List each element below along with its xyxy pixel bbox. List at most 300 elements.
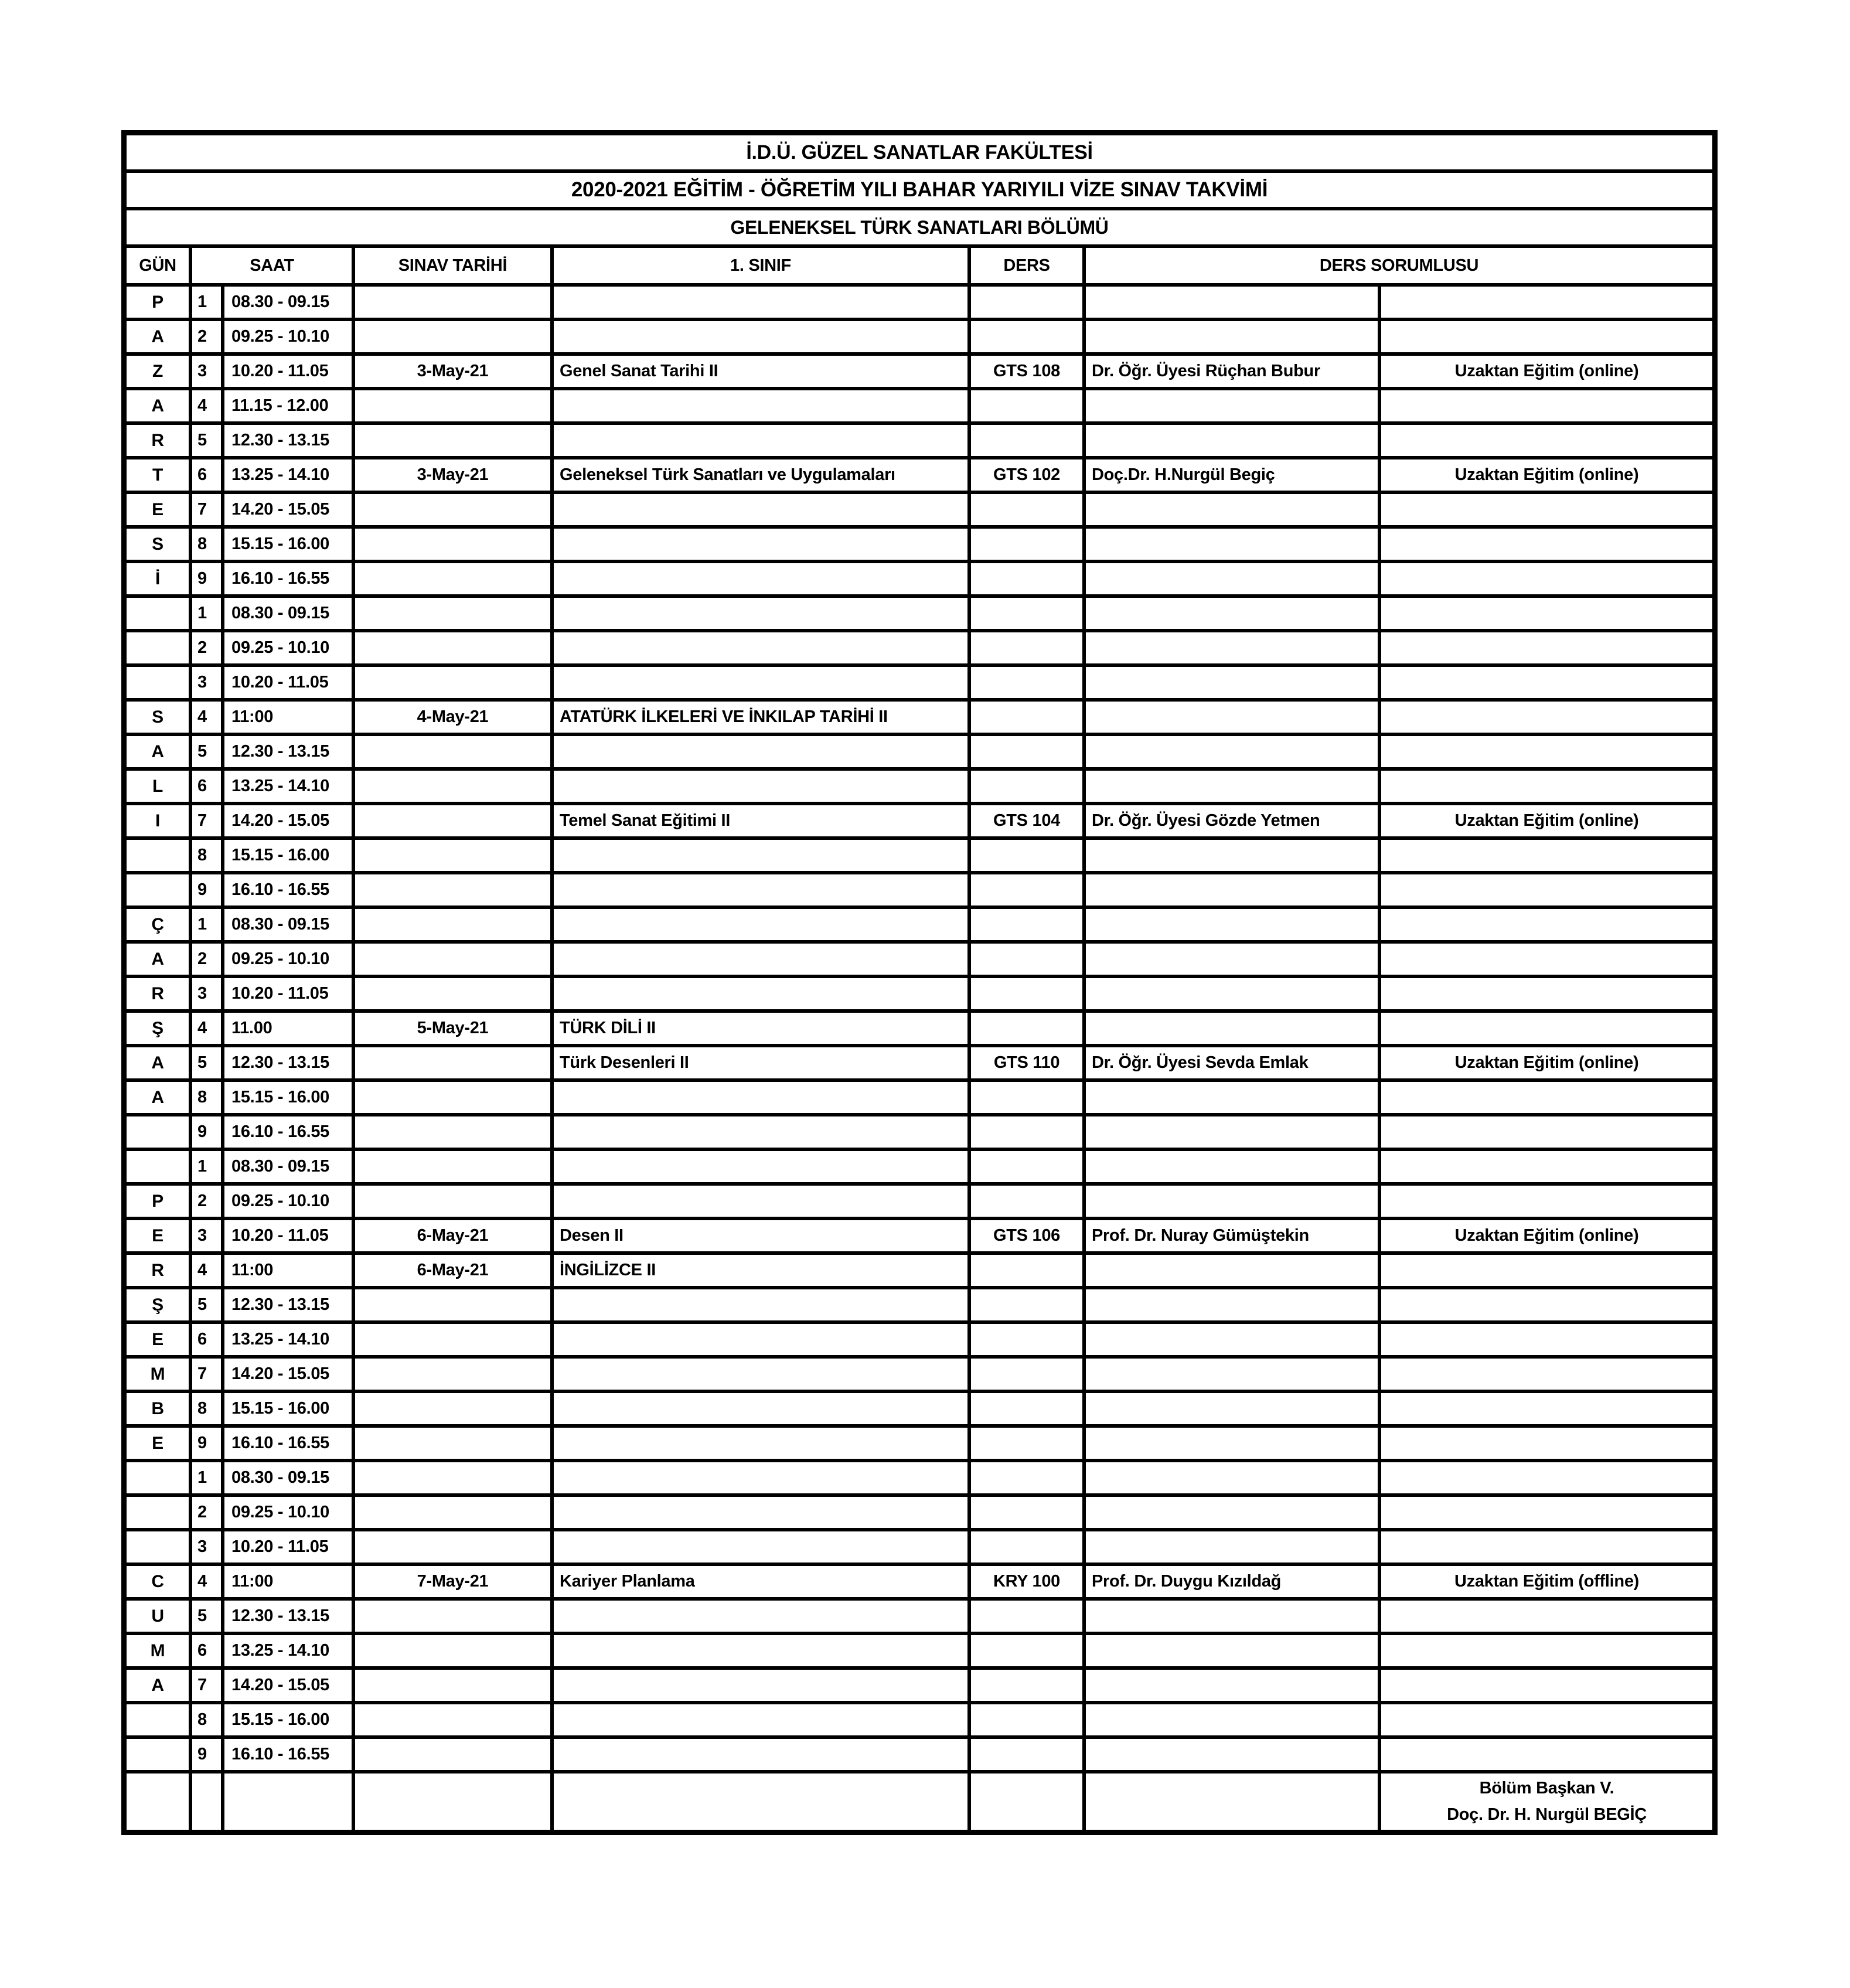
cell-course-code [971, 1704, 1082, 1735]
cell-instructor-name [1086, 390, 1378, 421]
cell-instructor-name [1086, 1393, 1378, 1424]
cell-course-code [971, 598, 1082, 629]
cell-course-name [554, 1670, 967, 1701]
cell-exam-location [1381, 1428, 1712, 1459]
cell-exam-date [355, 909, 550, 940]
cell-day-letter: Ş [127, 1289, 189, 1320]
cell-exam-location [1381, 1739, 1712, 1770]
cell-exam-location [1381, 1082, 1712, 1113]
cell-course-name [554, 425, 967, 456]
col-header-ders: DERS [971, 248, 1082, 283]
cell-exam-location [1381, 425, 1712, 456]
cell-instructor-name [1086, 1704, 1378, 1735]
cell-course-name [554, 909, 967, 940]
cell-course-code: GTS 106 [971, 1220, 1082, 1251]
cell-course-name: Genel Sanat Tarihi II [554, 356, 967, 387]
cell-exam-date [355, 321, 550, 352]
cell-period-number: 1 [192, 1462, 221, 1493]
cell-exam-date [355, 1601, 550, 1632]
cell-time-range: 13.25 - 14.10 [224, 1635, 352, 1666]
cell-period-number: 6 [192, 1324, 221, 1355]
cell-day-letter [127, 598, 189, 629]
cell-day-letter: A [127, 1670, 189, 1701]
cell-course-name [554, 1739, 967, 1770]
cell-period-number: 9 [192, 874, 221, 906]
cell-course-name [554, 736, 967, 767]
cell-exam-date [355, 563, 550, 594]
cell-course-code [971, 1359, 1082, 1390]
cell-period-number: 3 [192, 978, 221, 1009]
cell-exam-date [355, 287, 550, 318]
cell-time-range: 12.30 - 13.15 [224, 736, 352, 767]
cell-exam-date [355, 1670, 550, 1701]
cell-instructor-name [1086, 702, 1378, 733]
cell-instructor-name [1086, 1289, 1378, 1320]
cell-instructor-name [1086, 874, 1378, 906]
cell-time-range: 10.20 - 11.05 [224, 1220, 352, 1251]
cell-time-range: 10.20 - 11.05 [224, 356, 352, 387]
cell-time-range: 15.15 - 16.00 [224, 1704, 352, 1735]
cell-course-code [971, 978, 1082, 1009]
cell-time-range: 15.15 - 16.00 [224, 1393, 352, 1424]
cell-instructor-name [1086, 1116, 1378, 1148]
cell-exam-location [1381, 598, 1712, 629]
cell-exam-location [1381, 1635, 1712, 1666]
cell-period-number: 3 [192, 667, 221, 698]
cell-exam-date [355, 1151, 550, 1182]
cell-time-range: 11.00 [224, 1013, 352, 1044]
cell-course-name [554, 494, 967, 525]
col-header-sinav-tarihi: SINAV TARİHİ [355, 248, 550, 283]
cell-exam-location [1381, 1531, 1712, 1563]
cell-course-code [971, 1670, 1082, 1701]
cell-day-letter: U [127, 1601, 189, 1632]
cell-time-range: 09.25 - 10.10 [224, 1497, 352, 1528]
cell-period-number: 7 [192, 805, 221, 836]
cell-time-range: 13.25 - 14.10 [224, 1324, 352, 1355]
cell-period-number: 6 [192, 459, 221, 491]
cell-exam-location: Uzaktan Eğitim (online) [1381, 805, 1712, 836]
cell-period-number: 2 [192, 321, 221, 352]
cell-period-number: 1 [192, 909, 221, 940]
cell-course-code: GTS 102 [971, 459, 1082, 491]
cell-day-letter: Ç [127, 909, 189, 940]
title-calendar: 2020-2021 EĞİTİM - ÖĞRETİM YILI BAHAR YARIYILI VİZE SINAV TAKVİMİ [127, 173, 1712, 207]
cell-time-range: 09.25 - 10.10 [224, 1186, 352, 1217]
cell-course-code [971, 1082, 1082, 1113]
cell-instructor-name [1086, 944, 1378, 975]
cell-exam-location [1381, 287, 1712, 318]
cell-exam-date [355, 390, 550, 421]
cell-exam-location: Uzaktan Eğitim (online) [1381, 1047, 1712, 1078]
cell-period-number: 9 [192, 1739, 221, 1770]
cell-exam-date [355, 1047, 550, 1078]
cell-course-code [971, 702, 1082, 733]
col-header-saat: SAAT [192, 248, 352, 283]
cell-day-letter [127, 1531, 189, 1563]
cell-course-name [554, 1324, 967, 1355]
cell-period-number: 6 [192, 771, 221, 802]
cell-instructor-name [1086, 1324, 1378, 1355]
cell-course-name [554, 1497, 967, 1528]
cell-exam-location [1381, 1289, 1712, 1320]
cell-course-code: GTS 110 [971, 1047, 1082, 1078]
cell-course-code [971, 390, 1082, 421]
cell-day-letter: A [127, 321, 189, 352]
cell-course-name [554, 287, 967, 318]
cell-time-range: 16.10 - 16.55 [224, 563, 352, 594]
cell-period-number: 1 [192, 1151, 221, 1182]
cell-exam-date [355, 1739, 550, 1770]
cell-time-range: 09.25 - 10.10 [224, 321, 352, 352]
cell-exam-location [1381, 1324, 1712, 1355]
cell-course-name: İNGİLİZCE II [554, 1255, 967, 1286]
cell-time-range: 12.30 - 13.15 [224, 1047, 352, 1078]
cell-day-letter: E [127, 494, 189, 525]
cell-period-number: 5 [192, 425, 221, 456]
cell-exam-date [355, 1462, 550, 1493]
cell-instructor-name [1086, 1428, 1378, 1459]
cell-day-letter: R [127, 978, 189, 1009]
cell-course-code [971, 771, 1082, 802]
cell-day-letter: A [127, 390, 189, 421]
cell-exam-date [355, 1186, 550, 1217]
cell-period-number: 1 [192, 598, 221, 629]
cell-day-letter: M [127, 1635, 189, 1666]
cell-exam-date [355, 1531, 550, 1563]
cell-instructor-name [1086, 494, 1378, 525]
cell-day-letter: B [127, 1393, 189, 1424]
cell-course-name: Türk Desenleri II [554, 1047, 967, 1078]
cell-period-number: 3 [192, 1531, 221, 1563]
cell-instructor-name [1086, 598, 1378, 629]
cell-time-range: 11.15 - 12.00 [224, 390, 352, 421]
cell-instructor-name [1086, 1670, 1378, 1701]
cell-exam-location [1381, 909, 1712, 940]
cell-period-number: 3 [192, 1220, 221, 1251]
cell-exam-location [1381, 321, 1712, 352]
cell-time-range: 10.20 - 11.05 [224, 667, 352, 698]
cell-exam-date [355, 978, 550, 1009]
cell-instructor-name [1086, 287, 1378, 318]
footer-cell-instructor [1086, 1773, 1378, 1830]
cell-time-range: 16.10 - 16.55 [224, 1428, 352, 1459]
cell-course-name [554, 1289, 967, 1320]
cell-exam-location [1381, 771, 1712, 802]
cell-period-number: 9 [192, 1428, 221, 1459]
cell-exam-location: Uzaktan Eğitim (offline) [1381, 1566, 1712, 1597]
cell-instructor-name [1086, 529, 1378, 560]
cell-period-number: 4 [192, 390, 221, 421]
cell-day-letter: P [127, 1186, 189, 1217]
cell-period-number: 5 [192, 1047, 221, 1078]
cell-exam-location [1381, 1601, 1712, 1632]
cell-time-range: 09.25 - 10.10 [224, 944, 352, 975]
cell-day-letter: A [127, 1047, 189, 1078]
cell-course-code [971, 909, 1082, 940]
cell-exam-date [355, 1428, 550, 1459]
cell-exam-location: Uzaktan Eğitim (online) [1381, 1220, 1712, 1251]
col-header-sinif: 1. SINIF [554, 248, 967, 283]
cell-exam-location [1381, 1497, 1712, 1528]
col-header-gun: GÜN [127, 248, 189, 283]
cell-course-code [971, 1428, 1082, 1459]
cell-time-range: 14.20 - 15.05 [224, 1359, 352, 1390]
cell-day-letter [127, 1739, 189, 1770]
cell-day-letter: R [127, 425, 189, 456]
cell-instructor-name [1086, 1531, 1378, 1563]
cell-time-range: 11:00 [224, 1566, 352, 1597]
cell-day-letter: I [127, 805, 189, 836]
cell-day-letter: R [127, 1255, 189, 1286]
cell-day-letter: C [127, 1566, 189, 1597]
cell-instructor-name [1086, 667, 1378, 698]
cell-day-letter: E [127, 1220, 189, 1251]
cell-exam-location [1381, 1704, 1712, 1735]
cell-exam-location [1381, 563, 1712, 594]
cell-time-range: 11:00 [224, 702, 352, 733]
footer-cell-day [127, 1773, 189, 1830]
cell-exam-location [1381, 1013, 1712, 1044]
cell-exam-date: 5-May-21 [355, 1013, 550, 1044]
cell-course-code [971, 1601, 1082, 1632]
cell-instructor-name: Dr. Öğr. Üyesi Gözde Yetmen [1086, 805, 1378, 836]
cell-course-code [971, 321, 1082, 352]
footer-cell-code [971, 1773, 1082, 1830]
cell-time-range: 10.20 - 11.05 [224, 1531, 352, 1563]
cell-exam-location [1381, 1359, 1712, 1390]
cell-time-range: 12.30 - 13.15 [224, 1601, 352, 1632]
cell-day-letter [127, 667, 189, 698]
cell-exam-date [355, 632, 550, 663]
cell-exam-location [1381, 667, 1712, 698]
cell-instructor-name [1086, 632, 1378, 663]
cell-exam-date: 3-May-21 [355, 459, 550, 491]
cell-instructor-name: Dr. Öğr. Üyesi Rüçhan Bubur [1086, 356, 1378, 387]
cell-day-letter: T [127, 459, 189, 491]
cell-exam-location [1381, 1393, 1712, 1424]
cell-course-name [554, 1531, 967, 1563]
cell-time-range: 09.25 - 10.10 [224, 632, 352, 663]
cell-course-code [971, 1635, 1082, 1666]
cell-time-range: 16.10 - 16.55 [224, 1116, 352, 1148]
cell-course-name [554, 1704, 967, 1735]
title-faculty: İ.D.Ü. GÜZEL SANATLAR FAKÜLTESİ [127, 135, 1712, 169]
cell-course-name [554, 1635, 967, 1666]
cell-exam-location [1381, 1670, 1712, 1701]
cell-course-code [971, 494, 1082, 525]
cell-period-number: 2 [192, 632, 221, 663]
footer-cell-time [224, 1773, 352, 1830]
cell-course-name [554, 390, 967, 421]
cell-course-name: ATATÜRK İLKELERİ VE İNKILAP TARİHİ II [554, 702, 967, 733]
cell-day-letter [127, 840, 189, 871]
cell-course-code [971, 1462, 1082, 1493]
cell-instructor-name [1086, 909, 1378, 940]
cell-time-range: 14.20 - 15.05 [224, 805, 352, 836]
cell-course-name [554, 840, 967, 871]
cell-exam-location [1381, 874, 1712, 906]
cell-course-name [554, 598, 967, 629]
cell-course-code [971, 529, 1082, 560]
cell-exam-date [355, 425, 550, 456]
cell-course-code [971, 1255, 1082, 1286]
cell-instructor-name [1086, 1359, 1378, 1390]
cell-course-code [971, 1739, 1082, 1770]
cell-day-letter: A [127, 944, 189, 975]
cell-exam-date [355, 529, 550, 560]
cell-exam-date [355, 1497, 550, 1528]
cell-period-number: 9 [192, 563, 221, 594]
cell-course-code [971, 874, 1082, 906]
cell-period-number: 8 [192, 840, 221, 871]
cell-instructor-name [1086, 1635, 1378, 1666]
cell-time-range: 12.30 - 13.15 [224, 425, 352, 456]
cell-day-letter: E [127, 1428, 189, 1459]
cell-exam-date: 3-May-21 [355, 356, 550, 387]
cell-exam-location [1381, 494, 1712, 525]
cell-course-name [554, 529, 967, 560]
cell-day-letter: A [127, 736, 189, 767]
cell-course-name [554, 1186, 967, 1217]
cell-course-name [554, 1601, 967, 1632]
cell-period-number: 8 [192, 1704, 221, 1735]
cell-course-code [971, 1497, 1082, 1528]
cell-exam-date [355, 840, 550, 871]
cell-exam-date [355, 598, 550, 629]
cell-period-number: 4 [192, 1566, 221, 1597]
cell-exam-location [1381, 1255, 1712, 1286]
cell-course-code [971, 563, 1082, 594]
cell-time-range: 16.10 - 16.55 [224, 874, 352, 906]
cell-day-letter [127, 632, 189, 663]
cell-instructor-name [1086, 1739, 1378, 1770]
cell-course-name: TÜRK DİLİ II [554, 1013, 967, 1044]
cell-time-range: 08.30 - 09.15 [224, 598, 352, 629]
cell-period-number: 8 [192, 1393, 221, 1424]
footer-cell-course [554, 1773, 967, 1830]
cell-course-name [554, 1393, 967, 1424]
cell-instructor-name [1086, 1497, 1378, 1528]
cell-exam-date [355, 944, 550, 975]
cell-course-name [554, 978, 967, 1009]
cell-course-code [971, 1531, 1082, 1563]
signature-name: Doç. Dr. H. Nurgül BEGİÇ [1447, 1805, 1647, 1824]
col-header-ders-sorumlusu: DERS SORUMLUSU [1086, 248, 1712, 283]
cell-period-number: 2 [192, 944, 221, 975]
cell-exam-location [1381, 1151, 1712, 1182]
cell-instructor-name: Prof. Dr. Duygu Kızıldağ [1086, 1566, 1378, 1597]
cell-course-name: Temel Sanat Eğitimi II [554, 805, 967, 836]
cell-exam-location [1381, 390, 1712, 421]
cell-period-number: 7 [192, 494, 221, 525]
cell-course-name: Desen II [554, 1220, 967, 1251]
cell-course-name [554, 1151, 967, 1182]
cell-exam-date [355, 805, 550, 836]
cell-time-range: 14.20 - 15.05 [224, 1670, 352, 1701]
cell-exam-location [1381, 1186, 1712, 1217]
cell-course-name [554, 944, 967, 975]
footer-cell-period [192, 1773, 221, 1830]
cell-course-code [971, 425, 1082, 456]
cell-instructor-name [1086, 1462, 1378, 1493]
cell-day-letter [127, 1497, 189, 1528]
cell-exam-date [355, 1359, 550, 1390]
cell-instructor-name [1086, 1013, 1378, 1044]
cell-time-range: 11:00 [224, 1255, 352, 1286]
cell-course-name [554, 1428, 967, 1459]
cell-course-code [971, 840, 1082, 871]
cell-exam-date: 6-May-21 [355, 1255, 550, 1286]
cell-time-range: 10.20 - 11.05 [224, 978, 352, 1009]
cell-course-code [971, 1186, 1082, 1217]
cell-course-name [554, 632, 967, 663]
cell-course-code [971, 1013, 1082, 1044]
cell-course-code [971, 287, 1082, 318]
cell-instructor-name: Prof. Dr. Nuray Gümüştekin [1086, 1220, 1378, 1251]
cell-exam-location [1381, 978, 1712, 1009]
cell-day-letter [127, 1116, 189, 1148]
cell-course-code [971, 1324, 1082, 1355]
cell-time-range: 16.10 - 16.55 [224, 1739, 352, 1770]
cell-day-letter: Z [127, 356, 189, 387]
cell-time-range: 08.30 - 09.15 [224, 287, 352, 318]
cell-course-name: Kariyer Planlama [554, 1566, 967, 1597]
cell-period-number: 7 [192, 1359, 221, 1390]
cell-instructor-name: Doç.Dr. H.Nurgül Begiç [1086, 459, 1378, 491]
cell-exam-date [355, 736, 550, 767]
cell-time-range: 13.25 - 14.10 [224, 771, 352, 802]
cell-exam-date: 4-May-21 [355, 702, 550, 733]
cell-course-name [554, 1116, 967, 1148]
cell-day-letter: S [127, 529, 189, 560]
cell-instructor-name [1086, 840, 1378, 871]
cell-day-letter: M [127, 1359, 189, 1390]
cell-period-number: 9 [192, 1116, 221, 1148]
cell-time-range: 08.30 - 09.15 [224, 1462, 352, 1493]
cell-instructor-name [1086, 1601, 1378, 1632]
cell-exam-date: 6-May-21 [355, 1220, 550, 1251]
cell-day-letter: P [127, 287, 189, 318]
cell-day-letter: A [127, 1082, 189, 1113]
cell-exam-date [355, 1289, 550, 1320]
cell-time-range: 08.30 - 09.15 [224, 909, 352, 940]
cell-course-name [554, 667, 967, 698]
cell-exam-date [355, 771, 550, 802]
cell-course-code [971, 944, 1082, 975]
cell-time-range: 15.15 - 16.00 [224, 529, 352, 560]
cell-course-code [971, 1151, 1082, 1182]
cell-time-range: 13.25 - 14.10 [224, 459, 352, 491]
signature-block [1381, 1773, 1712, 1830]
footer-cell-date [355, 1773, 550, 1830]
cell-course-code [971, 1393, 1082, 1424]
cell-exam-location [1381, 1116, 1712, 1148]
cell-course-code [971, 1289, 1082, 1320]
cell-instructor-name [1086, 1082, 1378, 1113]
cell-day-letter: E [127, 1324, 189, 1355]
cell-exam-location [1381, 840, 1712, 871]
cell-exam-location [1381, 702, 1712, 733]
cell-day-letter: İ [127, 563, 189, 594]
cell-instructor-name [1086, 563, 1378, 594]
cell-course-code [971, 736, 1082, 767]
cell-period-number: 2 [192, 1186, 221, 1217]
cell-period-number: 5 [192, 1601, 221, 1632]
cell-instructor-name [1086, 1151, 1378, 1182]
cell-exam-location: Uzaktan Eğitim (online) [1381, 459, 1712, 491]
cell-instructor-name [1086, 736, 1378, 767]
